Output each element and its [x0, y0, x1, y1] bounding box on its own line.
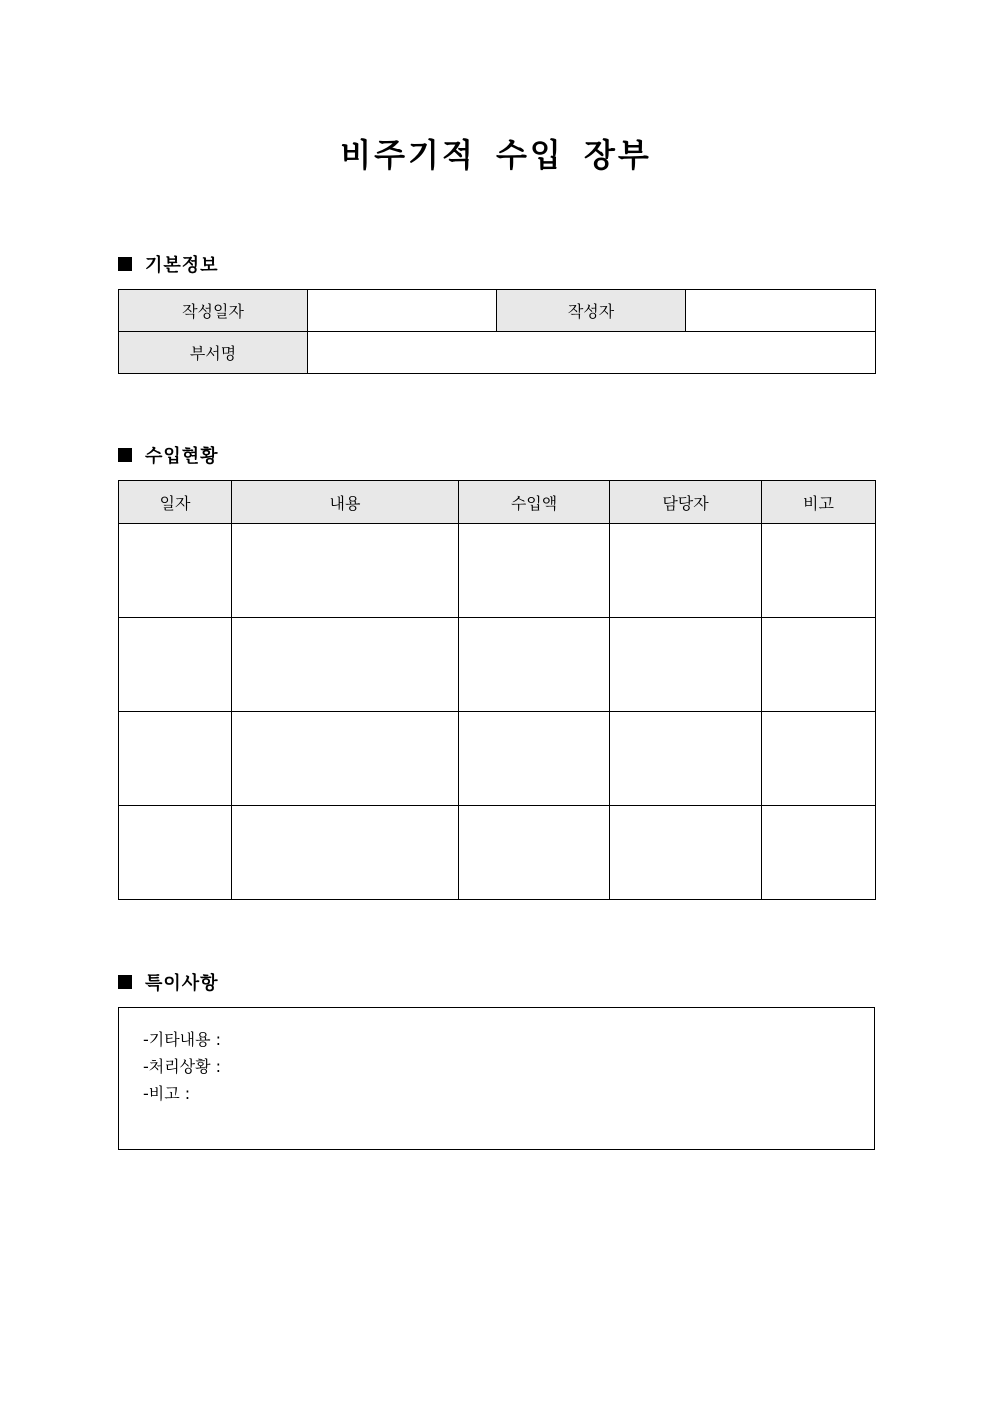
basic-info-heading: [118, 251, 219, 277]
income-table-header: [119, 481, 876, 524]
cell-note[interactable]: [762, 712, 876, 806]
basic-info-heading-label: 기본정보: [145, 255, 219, 276]
table-row: [119, 524, 876, 618]
cell-content[interactable]: [232, 806, 459, 900]
author-label: 작성자: [497, 290, 686, 332]
basic-info-table: [118, 289, 876, 374]
column-header-content: 내용: [232, 481, 459, 524]
table-row: [119, 618, 876, 712]
cell-amount[interactable]: [459, 618, 610, 712]
income-heading: [118, 442, 219, 468]
cell-manager[interactable]: [610, 712, 762, 806]
page-title: 비주기적 수입 장부: [340, 136, 652, 174]
cell-date[interactable]: [119, 524, 232, 618]
column-header-note: 비고: [762, 481, 876, 524]
cell-note[interactable]: [762, 524, 876, 618]
column-header-date: 일자: [119, 481, 232, 524]
cell-amount[interactable]: [459, 524, 610, 618]
author-field[interactable]: [686, 290, 876, 332]
cell-amount[interactable]: [459, 712, 610, 806]
table-row: [119, 806, 876, 900]
square-bullet-icon: [118, 448, 132, 462]
cell-date[interactable]: [119, 712, 232, 806]
remarks-list: [143, 1026, 221, 1107]
cell-manager[interactable]: [610, 524, 762, 618]
cell-amount[interactable]: [459, 806, 610, 900]
remark-other-content: -기타내용 :: [143, 1030, 222, 1049]
date-label: 작성일자: [119, 290, 308, 332]
cell-content[interactable]: [232, 524, 459, 618]
income-table: [118, 480, 876, 900]
table-row: [119, 712, 876, 806]
cell-note[interactable]: [762, 618, 876, 712]
cell-manager[interactable]: [610, 618, 762, 712]
remark-note: -비고 :: [143, 1084, 191, 1103]
dept-label: 부서명: [119, 332, 308, 374]
cell-manager[interactable]: [610, 806, 762, 900]
square-bullet-icon: [118, 257, 132, 271]
cell-date[interactable]: [119, 806, 232, 900]
remarks-heading-label: 특이사항: [145, 973, 219, 994]
income-heading-label: 수입현황: [145, 446, 219, 467]
date-field[interactable]: [308, 290, 497, 332]
cell-content[interactable]: [232, 712, 459, 806]
column-header-manager: 담당자: [610, 481, 762, 524]
cell-date[interactable]: [119, 618, 232, 712]
cell-note[interactable]: [762, 806, 876, 900]
dept-field[interactable]: [308, 332, 876, 374]
column-header-amount: 수입액: [459, 481, 610, 524]
remarks-heading: [118, 969, 219, 995]
remarks-box[interactable]: [118, 1007, 875, 1150]
square-bullet-icon: [118, 975, 132, 989]
cell-content[interactable]: [232, 618, 459, 712]
remark-processing-status: -처리상황 :: [143, 1057, 222, 1076]
